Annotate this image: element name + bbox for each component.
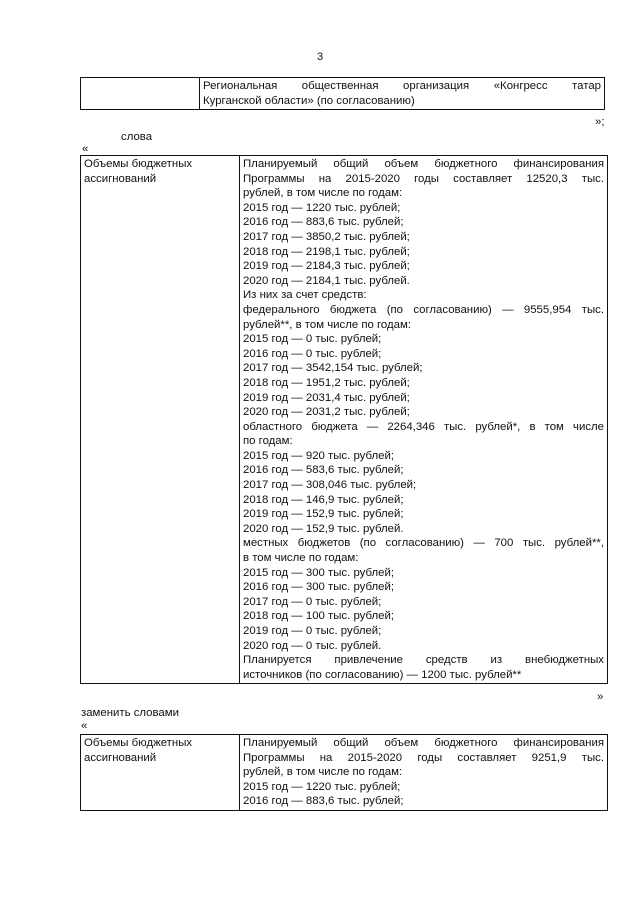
text-line: Программы на 2015-2020 годы составляет 9251,9 тыс. — [243, 751, 604, 764]
word-zamenit-slovami: заменить словами — [81, 707, 179, 719]
text-line: 2017 год — 308,046 тыс. рублей; — [243, 479, 417, 492]
text-line: 2015 год — 0 тыс. рублей; — [243, 333, 382, 346]
text-line: Из них за счет средств: — [243, 289, 367, 302]
label-line: ассигнований — [84, 751, 157, 764]
text-line: 2018 год — 146,9 тыс. рублей; — [243, 493, 404, 506]
table-row — [81, 78, 605, 110]
text-line: федерального бюджета (по согласованию) — 9555,954 тыс. — [243, 303, 604, 316]
text-line: Планируется привлечение средств из внебюджетных — [243, 654, 604, 667]
label-line: Объемы бюджетных — [84, 158, 193, 170]
text-line: 2017 год — 3850,2 тыс. рублей; — [243, 230, 410, 243]
text-line: 2016 год — 883,6 тыс. рублей; — [243, 216, 404, 229]
opening-quote: « — [81, 720, 88, 732]
text-line: 2015 год — 300 тыс. рублей; — [243, 566, 395, 579]
text-line: 2017 год — 3542,154 тыс. рублей; — [243, 362, 423, 375]
text-line: 2016 год — 0 тыс. рублей; — [243, 347, 382, 360]
page-number: 3 — [316, 51, 324, 63]
text-line: областного бюджета — 2264,346 тыс. рублей*, в том числе — [243, 420, 604, 433]
text-line: Планируемый общий объем бюджетного финансирования — [243, 158, 604, 170]
word-slova: слова — [121, 131, 153, 143]
content-cell — [240, 156, 608, 684]
organization-table — [80, 77, 605, 110]
text-line: 2016 год — 583,6 тыс. рублей; — [243, 464, 404, 477]
text-line: рублей**, в том числе по годам: — [243, 318, 411, 331]
empty-cell — [81, 78, 200, 110]
organization-cell — [200, 78, 605, 110]
closing-quote: »; — [595, 116, 605, 128]
text-line: 2020 год — 2031,2 тыс. рублей; — [243, 406, 410, 419]
label-cell — [81, 735, 240, 811]
text-line: рублей, в том числе по годам: — [243, 187, 403, 200]
text-line: 2016 год — 883,6 тыс. рублей; — [243, 795, 404, 808]
text-line: 2018 год — 1951,2 тыс. рублей; — [243, 376, 410, 389]
text-line: 2017 год — 0 тыс. рублей; — [243, 595, 382, 608]
text-line: Планируемый общий объем бюджетного финансирования — [243, 737, 604, 749]
table-row — [81, 735, 608, 811]
text-line: 2019 год — 2184,3 тыс. рублей; — [243, 260, 410, 273]
text-line: 2020 год — 0 тыс. рублей. — [243, 639, 382, 652]
text-line: 2015 год — 1220 тыс. рублей; — [243, 201, 401, 214]
text-line: 2019 год — 2031,4 тыс. рублей; — [243, 391, 410, 404]
text-line: 2015 год — 1220 тыс. рублей; — [243, 780, 401, 793]
text-line: в том числе по годам: — [243, 552, 359, 565]
label-cell — [81, 156, 240, 684]
text-line: местных бюджетов (по согласованию) — 700 тыс. рублей**, — [243, 537, 604, 550]
text-line: 2018 год — 100 тыс. рублей; — [243, 610, 395, 623]
table-row — [81, 156, 608, 684]
text-line: 2019 год — 152,9 тыс. рублей; — [243, 508, 404, 521]
text-line: рублей, в том числе по годам: — [243, 766, 403, 779]
label-line: Объемы бюджетных — [84, 737, 193, 749]
closing-quote: » — [597, 691, 604, 703]
text-line: Программы на 2015-2020 годы составляет 12520,3 тыс. — [243, 172, 604, 185]
text-line: 2020 год — 2184,1 тыс. рублей. — [243, 274, 410, 287]
budget-table-old — [80, 155, 608, 684]
text-line: 2018 год — 2198,1 тыс. рублей; — [243, 245, 410, 258]
budget-table-new — [80, 734, 608, 811]
text-line: 2019 год — 0 тыс. рублей; — [243, 625, 382, 637]
opening-quote: « — [82, 143, 89, 155]
text-line: источников (по согласованию) — 1200 тыс. рублей** — [243, 668, 522, 681]
text-line: 2016 год — 300 тыс. рублей; — [243, 581, 395, 594]
content-cell — [240, 735, 608, 811]
text-line: Региональная общественная организация «Конгресс татар — [203, 80, 601, 92]
text-line: 2015 год — 920 тыс. рублей; — [243, 449, 395, 462]
text-line: 2020 год — 152,9 тыс. рублей. — [243, 522, 404, 535]
text-line: по годам: — [243, 435, 293, 448]
label-line: ассигнований — [84, 172, 157, 185]
text-line: Курганской области» (по согласованию) — [203, 94, 415, 107]
